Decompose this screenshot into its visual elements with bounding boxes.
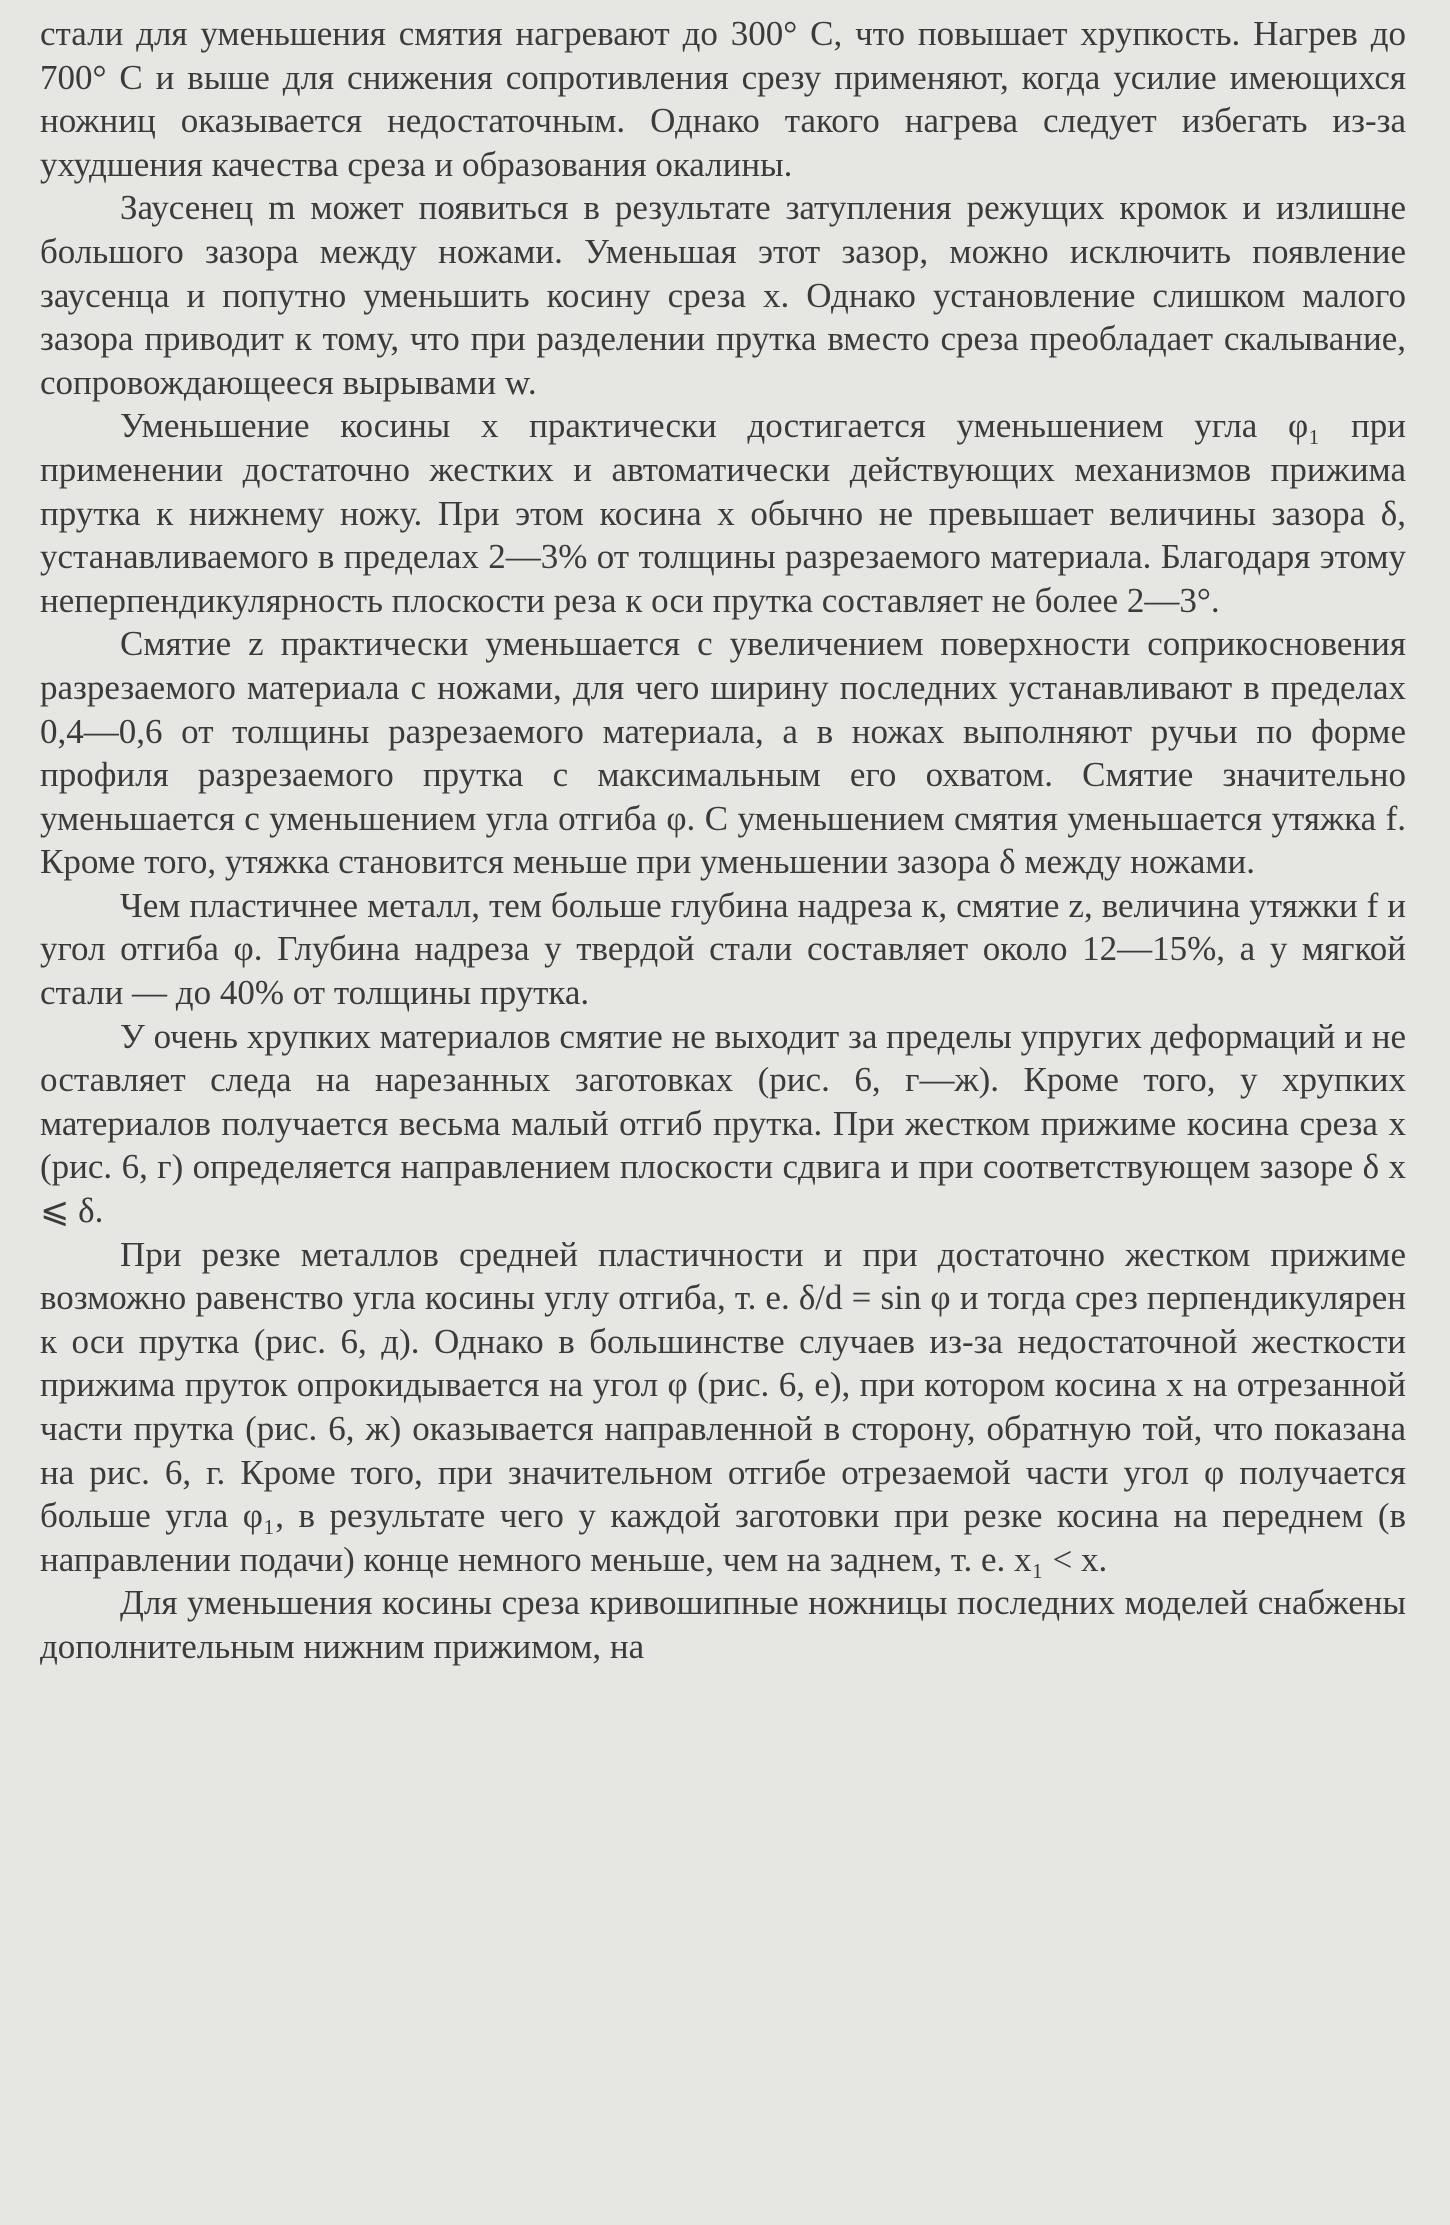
paragraph-4: Смятие z практически уменьшается с увеличением поверхности соприкосновения разрезаемого материала с ножами, для чего ширину последних устанавливают в пределах 0,4—0,6 от толщины разрезаемого материала, а в ножах выполняют ручьи по форме профиля разрезаемого прутка с максимальным его охватом. Смятие значительно уменьшается с уменьшением угла отгиба φ. С уменьшением смятия уменьшается утяжка f. Кроме того, утяжка становится меньше при уменьшении зазора δ между ножами.: [40, 624, 1406, 882]
paragraph-1: стали для уменьшения смятия нагревают до 300° С, что повышает хрупкость. Нагрев до 700° С и выше для снижения сопротивления срезу применяют, когда усилие имеющихся ножниц оказывается недостаточным. Однако такого нагрева следует избегать из-за ухудшения качества среза и образования окалины.: [40, 14, 1406, 184]
paragraph-6: У очень хрупких материалов смятие не выходит за пределы упругих деформаций и не оставляет следа на нарезанных заготовках (рис. 6, г—ж). Кроме того, у хрупких материалов получается весьма малый отгиб прутка. При жестком прижиме косина среза x (рис. 6, г) определяется направлением плоскости сдвига и при соответствующем зазоре δ x ⩽ δ.: [40, 1016, 1406, 1231]
paragraph-2: Заусенец m может появиться в результате затупления режущих кромок и излишне большого зазора между ножами. Уменьшая этот зазор, можно исключить появление заусенца и попутно уменьшить косину среза x. Однако установление слишком малого зазора приводит к тому, что при разделении прутка вместо среза преобладает скалывание, сопровождающееся вырывами w.: [40, 188, 1406, 402]
paragraph-7: При резке металлов средней пластичности и при достаточно жестком прижиме возможно равенство угла косины углу отгиба, т. е. δ/d = sin φ и тогда срез перпендикулярен к оси прутка (рис. 6, д). Однако в большинстве случаев из-за недостаточной жесткости прижима пруток опрокидывается на угол φ (рис. 6, е), при котором косина x на отрезанной части прутка (рис. 6, ж) оказывается направленной в сторону, обратную той, что показана на рис. 6, г. Кроме того, при значительном отгибе отрезаемой части угол φ получается больше угла φ₁, в результате чего у каждой заготовки при резке косина на переднем (в направлении подачи) конце немного меньше, чем на заднем, т. е. x₁ < x.: [40, 1234, 1406, 1579]
paragraph-8: Для уменьшения косины среза кривошипные ножницы последних моделей снабжены дополнительным нижним прижимом, на: [40, 1583, 1406, 1666]
paragraph-5: Чем пластичнее металл, тем больше глубина надреза к, смятие z, величина утяжки f и угол отгиба φ. Глубина надреза у твердой стали составляет около 12—15%, а у мягкой стали — до 40% от толщины прутка.: [40, 885, 1406, 1013]
paragraph-3: Уменьшение косины x практически достигается уменьшением угла φ₁ при применении достаточно жестких и автоматически действующих механизмов прижима прутка к нижнему ножу. При этом косина x обычно не превышает величины зазора δ, устанавливаемого в пределах 2—3% от толщины разрезаемого материала. Благодаря этому неперпендикулярность плоскости реза к оси прутка составляет не более 2—3°.: [40, 406, 1406, 620]
